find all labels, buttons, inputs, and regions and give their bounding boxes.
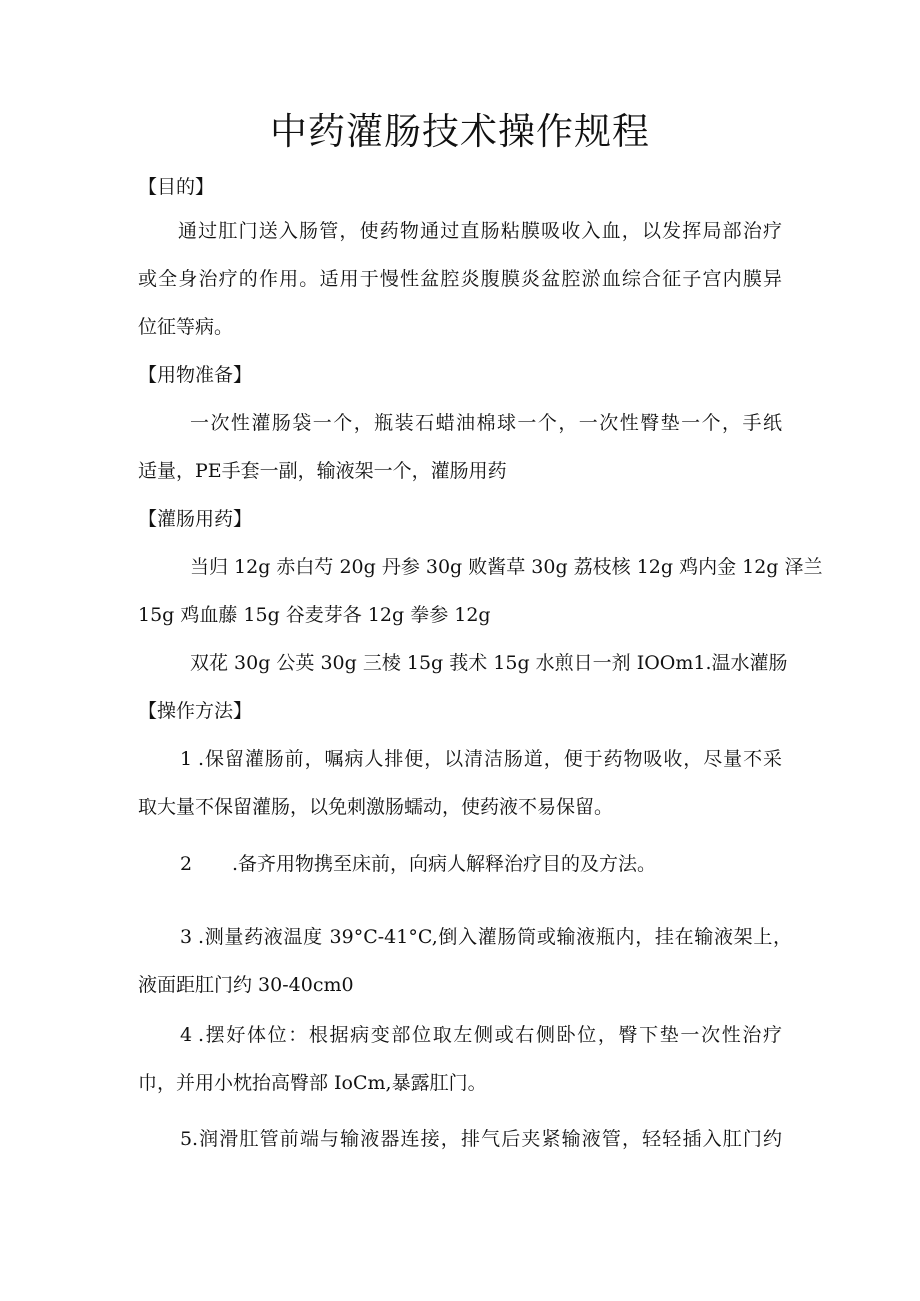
step-line: .测量药液温度 39°C-41°C,倒入灌肠筒或输液瓶内，挂在输液架上， [198, 926, 792, 948]
step-line: .备齐用物携至床前，向病人解释治疗目的及方法。 [232, 853, 657, 875]
step-number: 5 [180, 1128, 193, 1150]
step-line: 巾，并用小枕抬高臀部 IoCm,暴露肛门。 [138, 1072, 487, 1094]
step-line: .润滑肛管前端与输液器连接，排气后夹紧输液管，轻轻插入肛门约 [192, 1128, 782, 1150]
step-line: 液面距肛门约 30-40cm0 [138, 974, 354, 996]
medicine-line: 当归 12g 赤白芍 20g 丹参 30g 败酱草 30g 荔枝核 12g 鸡内金 12g 泽兰 [190, 556, 823, 578]
step-line: .保留灌肠前，嘱病人排便，以清洁肠道，便于药物吸收，尽量不采 [198, 748, 782, 770]
purpose-line: 位征等病。 [138, 316, 234, 338]
page-title: 中药灌肠技术操作规程 [270, 110, 650, 153]
step-line: .摆好体位：根据病变部位取左侧或右侧卧位，臀下垫一次性治疗 [198, 1024, 782, 1046]
section-heading-supplies: 【用物准备】 [138, 364, 253, 386]
section-heading-medicine: 【灌肠用药】 [138, 508, 253, 530]
purpose-line: 或全身治疗的作用。适用于慢性盆腔炎腹膜炎盆腔淤血综合征子宫内膜异 [138, 268, 782, 290]
step-number: 1 [180, 748, 193, 770]
step-number: 4 [180, 1024, 193, 1046]
section-heading-purpose: 【目的】 [138, 176, 215, 198]
medicine-line: 双花 30g 公英 30g 三棱 15g 莪术 15g 水煎日一剂 IOOm1.温水灌肠 [190, 652, 788, 674]
supplies-line: 适量，PE手套一副，输液架一个，灌肠用药 [138, 460, 507, 482]
supplies-line: 一次性灌肠袋一个，瓶装石蜡油棉球一个，一次性臀垫一个，手纸 [190, 412, 782, 434]
step-number: 3 [180, 926, 193, 948]
section-heading-method: 【操作方法】 [138, 700, 253, 722]
purpose-line: 通过肛门送入肠管，使药物通过直肠粘膜吸收入血，以发挥局部治疗 [178, 220, 782, 242]
step-number: 2 [180, 853, 193, 875]
medicine-line: 15g 鸡血藤 15g 谷麦芽各 12g 拳参 12g [138, 604, 491, 626]
step-line: 取大量不保留灌肠，以免刺激肠蠕动，使药液不易保留。 [138, 796, 614, 818]
